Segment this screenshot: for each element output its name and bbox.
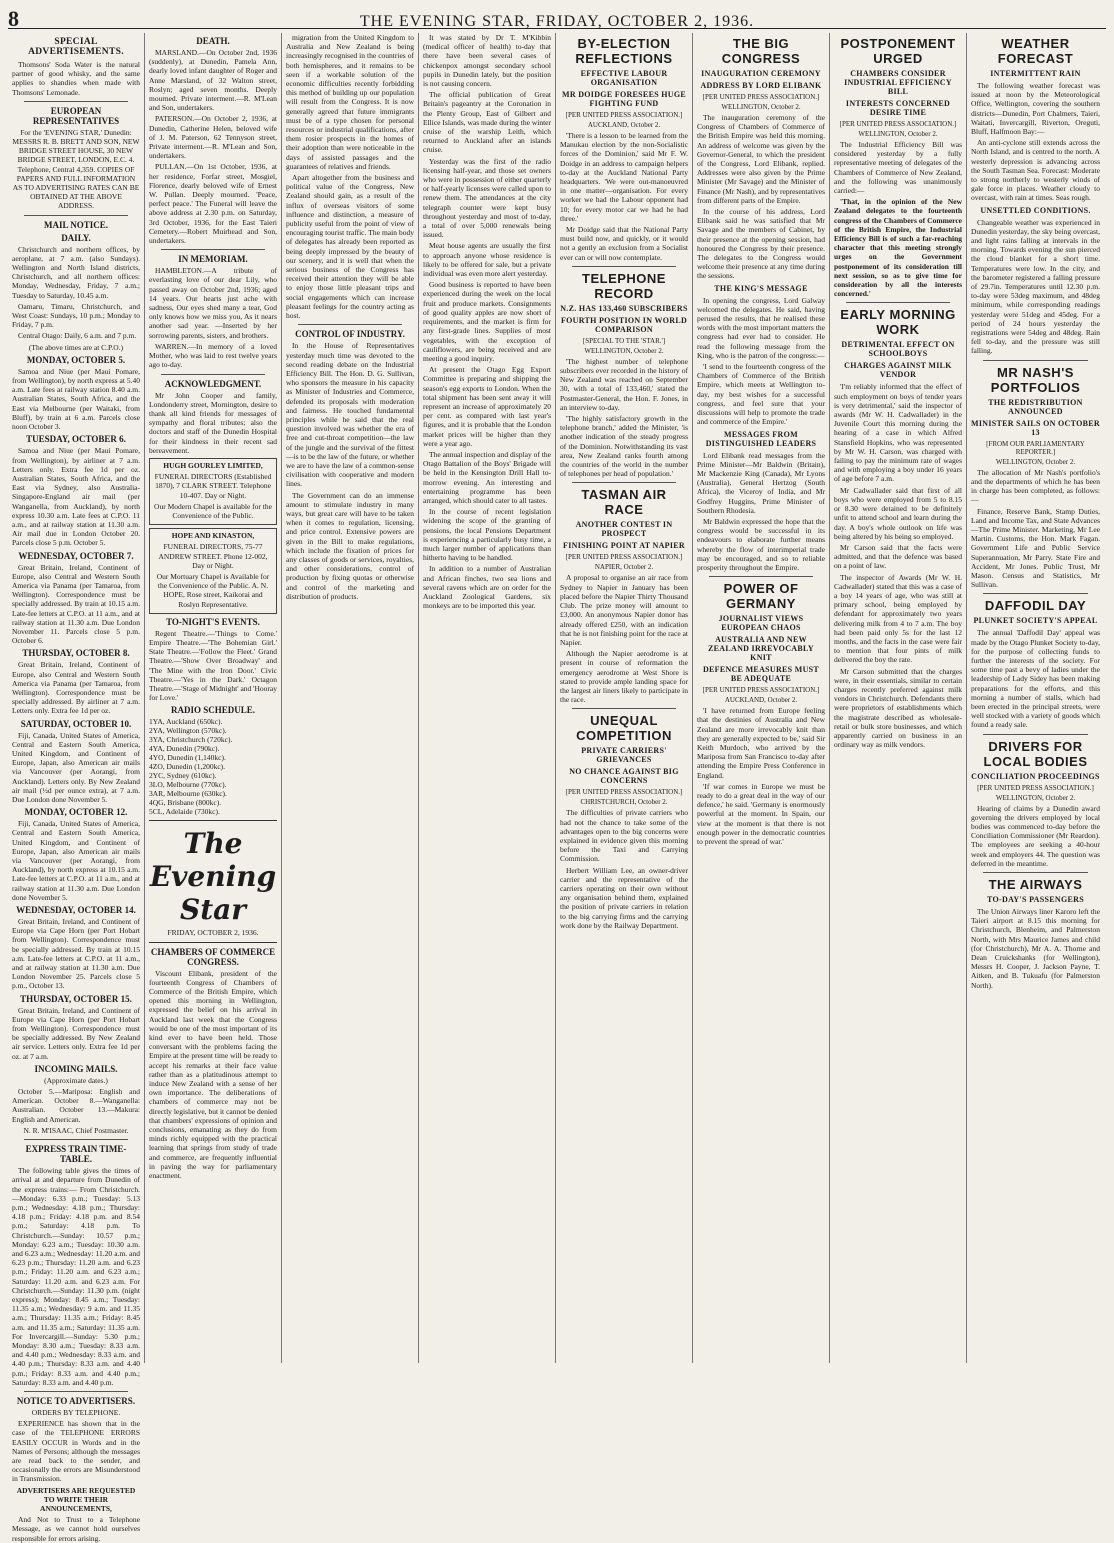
congress-dateline: WELLINGTON, October 2. bbox=[721, 103, 801, 111]
germany-sub3: DEFENCE MEASURES MUST BE ADEQUATE bbox=[702, 665, 820, 684]
drivers-press: [PER UNITED PRESS ASSOCIATION.] bbox=[977, 783, 1094, 792]
weather-body: The following weather forecast was issued at noon by the Meteorological Office, Wellington, covering the southern districts—Dunedin, Port Chalmers, Taieri, Waitati, Invercargill, Riverton, Oreguti, Bluff, Halfmoon Bay:— bbox=[971, 81, 1100, 137]
radio-station: 3AR, Melbourne (630kc). bbox=[149, 789, 227, 799]
unequal-dateline: CHRISTCHURCH, October 2. bbox=[580, 798, 668, 807]
congress-press: [PER UNITED PRESS ASSOCIATION.] bbox=[702, 93, 820, 101]
migration-body: migration from the United Kingdom to Australia and New Zealand is being increasingly recognised in the countries of both hemispheres, and it remains to be seen if a workable solution of the economic difficulties recently forbidding this method of building up our population will result from the Congress. It is now generally agreed that future immigrants must be of a type chosen for personal resources or industrial qualifications, after them rosier prospects in the homes of their adoption than were noticeable in the days of assisted passages and the guarantees of relatives and friends. bbox=[286, 33, 414, 171]
para-7: The annual inspection and display of the Otago Battalion of the Boys' Brigade will be held in the Kensington Drill Hall to-morrow evening. An interesting and entertaining programme has been arranged, which should cater to all tastes. bbox=[423, 449, 551, 505]
masthead-title: THE EVENING STAR, FRIDAY, OCTOBER 2, 1936. bbox=[359, 13, 755, 30]
telephone-press: [SPECIAL TO THE 'STAR.'] bbox=[582, 336, 666, 345]
unsettled-heading: UNSETTLED CONDITIONS. bbox=[980, 205, 1091, 215]
weather-body2: An anti-cyclone still extends across the North Island, and is centred to the north. A westerly depression is advancing across the South Tasman Sea. Forecast: Moderate to strong northerly to westerly winds of gale force in places. Weather cloudy to overcast, with rain at times. Seas rough. bbox=[971, 138, 1100, 203]
wed14-heading: WEDNESDAY, OCTOBER 14. bbox=[16, 905, 136, 916]
tasman-headline: TASMAN AIR RACE bbox=[581, 487, 667, 518]
germany-sub1: JOURNALIST VIEWS EUROPEAN CHAOS bbox=[718, 614, 804, 633]
column-3 bbox=[282, 33, 419, 1363]
postponement-press: [PER UNITED PRESS ASSOCIATION.] bbox=[839, 120, 957, 128]
early-work-body2: Mr Cadwallader said that first of all boys who were employed from 5 to 8.15 or 8.30 were detained to be definitely unfit to attend school and learn during the day. A boy's whole outlook on life was being altered by his being so employed. bbox=[834, 485, 962, 541]
para-5: Good business is reported to have been experienced during the week on the local fruit and produce markets. Consignments of good quality apples are now short of requirements, and the market is firm for any first-grade lines. Supplies of most vegetables, with the exception of cauliflowers, are being received and are meeting a good inquiry. bbox=[423, 280, 551, 363]
notice-foot: And Not to Trust to a Telephone Message, as we cannot hold ourselves responsible for errors arising. bbox=[12, 1515, 140, 1543]
para-6: At present the Otago Egg Export Committee is preparing and shipping the season's egg exports to London. When the total shipment has been sent away it will represent an increase of approximately 20 per cent. as compared with last year's figures, and it is probable that the London market prices will be higher than they were a year ago. bbox=[423, 365, 551, 448]
byelection-headline: BY-ELECTION REFLECTIONS bbox=[575, 36, 673, 66]
mail-daily: DAILY. bbox=[61, 232, 91, 243]
wed14-body: Great Britain, Ireland, and Continent of Europe via Cape Horn (per Port Hobart from Wellington). Correspondence must be specially addressed. By train at 10.15 a.m. Late-fee letters at C.P.O. at 11 a.m., and at railway station at 11.30 a.m. Due London November 25. Parcels close 5 p.m., October 13. bbox=[12, 917, 140, 991]
radio-station: 4QG, Brisbane (800kc). bbox=[149, 798, 222, 808]
hope-foot: Our Mortuary Chapel is Available for the Convenience of the Public. A. N. HOPE, Rose street, Kaikorai and Roslyn Representative. bbox=[156, 571, 270, 609]
radio-station: 4YO, Dunedin (1,140kc). bbox=[149, 753, 226, 763]
telephone-headline: TELEPHONE RECORD bbox=[582, 270, 666, 301]
drivers-dateline: WELLINGTON, October 2. bbox=[995, 793, 1076, 802]
column-1 bbox=[8, 33, 145, 1543]
death-p3: PULLAN.—On 1st October, 1936, at her residence, Forfar street, Mosgiel, Florence, dearly beloved wife of Ernest W. Pullan. Deeply mourned. 'Peace, perfect peace.' The Funeral will leave the above address at 2.30 p.m. on Saturday, 3rd October, 1936, for the East Taieri Cemetery.—Robert Muirhead and Son, undertakers. bbox=[149, 162, 277, 246]
sat-heading: SATURDAY, OCTOBER 10. bbox=[20, 718, 132, 729]
nash-body: The allocation of Mr Nash's portfolio's and the departments of which he has been in charge has been completed, as follows:— bbox=[971, 467, 1100, 505]
memoriam-heading: IN MEMORIAM. bbox=[178, 254, 248, 265]
congress-body2: In the course of his address, Lord Elibank said he was satisfied that Mr Savage and the members of Cabinet, by their presence at the opening session, had honoured the Congress by their presence. The delegates to the Congress would welcome their presence at any time during the sessions. bbox=[697, 207, 825, 281]
nash-sub1: THE REDISTRIBUTION ANNOUNCED bbox=[988, 397, 1083, 416]
unequal-body: The difficulties of private carriers who had not the chance to take some of the advantages open to the big concerns were explained in evidence given this morning before the Taxi and Carrying Commission. bbox=[560, 808, 688, 864]
mail-heading: MAIL NOTICE. bbox=[43, 219, 108, 230]
tasman-body: A proposal to organise an air race from Sydney to Napier in January has been placed before the Napier Thirty Thousand Club. The prize money will amount to £3,000. An anonymous Napier donor has already offered £250, with an indication that he is not finishing point for the race at Napier. bbox=[560, 573, 688, 647]
congress-body: The inauguration ceremony of the Congress of Chambers of Commerce of the British Empire was held this morning. An address of welcome was given by the Governor-General, to which the president of the Congress, Lord Elibank, replied. Addresses were also given by the Prime Minister (Mr Savage) and the Minister of Finance (Mr Nash), and by representatives from different parts of the Empire. bbox=[697, 113, 825, 205]
mon12-heading: MONDAY, OCTOBER 12. bbox=[24, 807, 128, 818]
hope-sub: FUNERAL DIRECTORS, 75-77 ANDREW STREET. Phone 12-002, Day or Night. bbox=[158, 542, 268, 570]
airways-headline: THE AIRWAYS bbox=[988, 876, 1083, 892]
column-8 bbox=[967, 33, 1104, 1363]
nash-press: [FROM OUR PARLIAMENTARY REPORTER.] bbox=[986, 439, 1085, 456]
tasman-dateline: NAPIER, October 2. bbox=[594, 563, 654, 572]
telephone-body: 'The highest number of telephone subscribers ever recorded in the history of New Zealand was reached on September 30, with a total of 133,460,' stated the Postmaster-General, the Hon. F. Jones, in an interview to-day. bbox=[560, 356, 688, 412]
radio-station: 5CL, Adelaide (730kc). bbox=[149, 807, 220, 817]
hope-ad bbox=[149, 528, 277, 614]
messages-body2: Mr Baldwin expressed the hope that the congress would be successful in its endeavours to elaborate further means whereby the flow of interimperial trade may be encouraged, and so to reliable prosperity throughout the Empire. bbox=[697, 516, 825, 572]
notice-sub: ORDERS BY TELEPHONE. bbox=[31, 1407, 121, 1417]
masthead bbox=[8, 6, 1106, 29]
death-heading: DEATH. bbox=[196, 36, 230, 46]
telephone-body2: 'The highly satisfactory growth in the telephone branch,' added the Minister, 'is another indication of the steady progress of the Dominion. Notwithstanding its vast area, New Zealand ranks fourth among the countries of the world in the number of telephones per head of population.' bbox=[560, 414, 688, 479]
radio-heading: RADIO SCHEDULE. bbox=[170, 705, 255, 716]
telephone-sub1: N.Z. HAS 133,460 SUBSCRIBERS bbox=[560, 303, 688, 313]
drivers-sub: CONCILIATION PROCEEDINGS bbox=[971, 771, 1100, 781]
mon12-body: Fiji, Canada, United States of America, Central and Eastern South America, United Kingdom, and Continent of Europe, Japan, also American air mails via Vancouver (per Aorangi, from Auckland), by north express at 10.15 a.m. Late-fee letters at C.P.O. at 11 a.m., and at railway station at 11.30 a.m. Due London done November 5. bbox=[12, 819, 140, 902]
early-work-body3: Mr Carson said that the facts were admitted, and that the defence was based on a point of law. bbox=[834, 542, 962, 571]
radio-station: 2YC, Sydney (610kc). bbox=[149, 771, 217, 781]
para-3: Yesterday was the first of the radio licensing half-year, and those set owners who were in possession of either quarterly or half-yearly licenses were called upon to renew them. The attendances at the city telegraph counter were kept busy throughout yesterday and most of to-day, a total of over 5,000 renewals being issued. bbox=[423, 156, 551, 240]
para-9: In addition to a number of Australian and African finches, two sea lions and several ravens which are on order for the Auckland Zoological Gardens, six monkeys are to be imported this year. bbox=[423, 564, 551, 611]
thu-heading: THURSDAY, OCTOBER 8. bbox=[22, 648, 130, 659]
nash-dateline: WELLINGTON, October 2. bbox=[995, 457, 1076, 466]
messages-heading: MESSAGES FROM DISTINGUISHED LEADERS bbox=[705, 429, 817, 448]
mon-body: Samoa and Niue (per Maui Pomare, from Wellington), by north express at 5.40 a.m. Late fees at railway station 8.40 a.m. Australian States, South Africa, and the East via Melbourne (per Waitaki, from Bluff), by train at 6 a.m. Parcels close noon October 3. bbox=[12, 366, 140, 432]
express-body: The following table gives the times of arrival at and departure from Dunedin of the express trains:— From Christchurch.—Monday: 6.33 p.m.; Tuesday: 5.13 p.m.; Wednesday: 4.18 p.m.; Thursday: 4.18 p.m.; Friday: 4.18 p.m. and 8.54 p.m.; Saturday: 4.18 p.m. To Christchurch.—Sunday: 10.57 p.m.; Monday: 6.23 a.m.; Tuesday: 10.30 a.m. and 6.23 a.m.; Wednesday: 11.20 a.m. and 6.23 p.m.; Thursday: 11.20 a.m. and 6.23 p.m.; Friday: 11.20 a.m. and 6.23 a.m.; Saturday: 11.20 a.m. and 6.23 a.m. For Christchurch.—Sunday: 11.30 p.m. (night express); Monday: 8.45 a.m.; Tuesday: 11.35 a.m.; Wednesday: 9 a.m. and 11.35 a.m.; Thursday: 11.35 a.m.; Friday: 8.45 a.m. and 11.35 a.m.; Saturday: 11.35 a.m. For Invercargill.—Sunday: 5.30 p.m.; Monday: 8.30 a.m.; Tuesday: 8.33 a.m. and 4.40 p.m.; Wednesday: 8.33 a.m. and 4.40 p.m.; Thursday: 8.33 a.m. and 4.40 p.m.; Friday: 8.33 a.m. and 4.40 p.m.; Saturday: 8.33 a.m. and 4.40 p.m. bbox=[12, 1166, 140, 1387]
postponement-quote: 'That, in the opinion of the New Zealand delegates to the fourteenth congress of the Chambers of Commerce of the British Empire, the Industrial Efficiency Bill is of such a far-reaching character that this meeting strongly urges on the Government postponement of its consideration till next session, so as to give time for consideration by all the interests concerned.' bbox=[834, 197, 962, 299]
control-heading: CONTROL OF INDUSTRY. bbox=[295, 329, 405, 340]
death-p2: PATERSON.—On October 2, 1936, at Dunedin, Catherine Helen, beloved wife of J. M. Paterson, 62 Tennyson street, Private interment.—R. M'Lean and Son, undertakers. bbox=[149, 114, 277, 161]
control-body: In the House of Representatives yesterday much time was devoted to the second reading debate on the Industrial Efficiency Bill. The Hon. D. G. Sullivan, who sponsors the measure in his capacity as Minister of Industries and Commerce, defended its proposals with moderation and fairness. He touched fundamental principles while he said that the real question involved was whether the era of free and cut-throat competition—the law of the jungle and the survival of the fittest—is to be the law of the future, or whether we are to have the law of a common-sense civilisation with cooperative and modern lines. bbox=[286, 341, 414, 489]
column-6 bbox=[693, 33, 830, 1363]
logo-date: FRIDAY, OCTOBER 2, 1936. bbox=[167, 928, 259, 938]
column-4 bbox=[419, 33, 556, 1363]
mon-heading: MONDAY, OCTOBER 5. bbox=[26, 354, 126, 365]
soda-ad: Thomsons' Soda Water is the natural partner of good whisky, and the same applies to shandies when made with Thomsons' Lemonade. bbox=[12, 60, 140, 97]
postponement-sub1: CHAMBERS CONSIDER INDUSTRIAL EFFICIENCY BILL bbox=[844, 69, 952, 96]
gourley-foot: Our Modern Chapel is available for the Convenience of the Public. bbox=[154, 501, 272, 520]
incoming-sub: (Approximate dates.) bbox=[44, 1075, 108, 1085]
tasman-body2: Although the Napier aerodrome is at present in course of reformation the emergency aerodrome at West Shore is stated to provide ample landing space for the largest air liners likely to participate in the race. bbox=[560, 649, 688, 705]
king-body: In opening the congress, Lord Galway welcomed the delegates. He said, having perused the results, that he realised these words with the most important matters the congress had ever had to consider. He read the following message from the King, who is the patron of the congress:— bbox=[697, 295, 825, 360]
congress-sub1: INAUGURATION CEREMONY bbox=[701, 69, 821, 78]
tue-body: Samoa and Niue (per Maui Pomare, from Wellington), by airliner at 7 a.m. Letters only. Extra fee 1d per oz. Australian States, South Africa, and the East via Sydney, also Australia-Singapore-England air mail (per Wanganella, from Auckland), by north express 10.30 a.m. Late fees at C.P.O. 11 a.m., and at railway station at 11.30 a.m. Air mail due in London October 20. Parcels close 5 p.m. October 5. bbox=[12, 446, 140, 548]
memoriam-p2: WARREN.—In memory of a loved Mother, who was laid to rest twelve years ago to-day. bbox=[149, 341, 277, 370]
thu-body: Great Britain, Ireland, Continent of Europe, also Central and Western South America via Panama (per Tamaroa, from Wellington). Correspondence must be specially addressed. By airliner at 7 a.m. Letters only. Extra fee 1d per oz. bbox=[12, 660, 140, 716]
postponement-headline: POSTPONEMENT URGED bbox=[840, 36, 956, 66]
thu15-heading: THURSDAY, OCTOBER 15. bbox=[20, 993, 132, 1004]
events-heading: TO-NIGHT'S EVENTS. bbox=[166, 616, 260, 627]
byelection-press: [PER UNITED PRESS ASSOCIATION.] bbox=[565, 111, 683, 119]
unequal-body2: Herbert William Lee, an owner-driver carrier and the representative of the carriers operating on their own without any organisation behind them, explained the position of private carriers in relation to the big carrying firms and the carrying work done by the Railway Department. bbox=[560, 865, 688, 930]
telephone-sub2: FOURTH POSITION IN WORLD COMPARISON bbox=[560, 315, 688, 334]
notice-body: EXPERIENCE has shown that in the case of the TELEPHONE ERRORS EASILY OCCUR in Words and in the Names of Persons; although the messages are read back to the sender, and occasionally the errors are Misunderstood in Transmission. bbox=[12, 1419, 140, 1484]
special-ads-heading: SPECIAL ADVERTISEMENTS. bbox=[28, 37, 124, 57]
radio-station: 4ZO, Dunedin (1,200kc). bbox=[149, 762, 226, 772]
euro-heading: EUROPEAN REPRESENTATIVES bbox=[32, 105, 120, 126]
radio-station: 1YA, Auckland (650kc). bbox=[149, 717, 223, 727]
germany-body2: 'If war comes in Europe we must be ready to do a great deal in the way of our defence,' he said. 'Germany is enormously powerful at the moment. In Spain, our view at the moment is that there is not enough power in the democratic countries to prevent the spread of war.' bbox=[697, 781, 825, 846]
unequal-press: [PER UNITED PRESS ASSOCIATION.] bbox=[565, 788, 683, 797]
euro-body: For the 'EVENING STAR,' Dunedin: MESSRS R. B. BRETT AND SON, NEW BRIDGE STREET HOUSE, 30 NEW BRIDGE STREET, LONDON, E.C. 4. Telephone, Central 4,359. COPIES OF PAPERS AND FULL INFORMATION AS TO ADVERTISING RATES CAN BE OBTAINED AT THE ABOVE ADDRESS. bbox=[12, 127, 140, 211]
ack-heading: ACKNOWLEDGMENT. bbox=[164, 378, 262, 389]
germany-headline: POWER OF GERMANY bbox=[723, 581, 799, 612]
mail-p4: (The above times are at C.P.O.) bbox=[28, 342, 124, 352]
congress-sub2: ADDRESS BY LORD ELIBANK bbox=[700, 81, 822, 90]
column-7 bbox=[830, 33, 967, 1363]
chamber-heading: CHAMBERS OF COMMERCE CONGRESS. bbox=[150, 946, 276, 967]
para-8: In the course of recent legislation widening the scope of the granting of pensions, the local Pensions Department is experiencing a particularly busy time, a much larger number of applications than hitherto having to be handled. bbox=[423, 507, 551, 563]
daffodil-headline: DAFFODIL DAY bbox=[984, 598, 1087, 614]
newspaper-logo: The Evening Star bbox=[149, 827, 277, 927]
gourley-ad bbox=[149, 458, 277, 525]
nash-headline: MR NASH'S PORTFOLIOS bbox=[990, 364, 1081, 395]
column-5 bbox=[556, 33, 693, 1363]
thu15-body: Great Britain, Ireland, and Continent of Europe via Cape Horn (per Port Hobart from Wellington). Correspondence must be specially addressed. By New Zealand air service. Letters only. Extra fee 1d per oz. at 7 a.m. bbox=[12, 1005, 140, 1061]
king-quote: 'I send to the fourteenth congress of the Chambers of Commerce of the British Empire, which meets at Wellington to-day, my best wishes for a successful congress, and feel sure that your discussions will help to promote the trade and commerce of the Empire.' bbox=[697, 362, 825, 427]
mail-p2: Oamaru, Timaru, Christchurch, and West Coast: Sundays, 10 p.m.; Monday to Friday, 7 p.m. bbox=[12, 301, 140, 330]
unequal-sub2: NO CHANCE AGAINST BIG CONCERNS bbox=[569, 767, 679, 786]
incoming-sign: N. R. M'ISAAC, Chief Postmaster. bbox=[23, 1125, 129, 1135]
para-2: The official publication of Great Britain's pageantry at the Coronation in the Plenty Group, East of Gilbert and Ellice Islands, was made during the winter cruise of the warship Leith, which returned to Auckland after an islands cruise. bbox=[423, 90, 551, 155]
sat-body: Fiji, Canada, United States of America, Central and Eastern South America, United Kingdom, and Continent of Europe, Japan, also American air mails via Vancouver (per Aorangi, from Auckland). Letters only. By New Zealand air mail (½d per ounce extra), at 7 a.m. Due London done November 5. bbox=[12, 730, 140, 804]
incoming-body: October 5.—Mariposa: English and American. October 8.—Wanganella: Australian. October 13.—Makura: English and American. bbox=[12, 1087, 140, 1124]
germany-dateline: AUCKLAND, October 2. bbox=[724, 696, 798, 705]
para-4: Meat house agents are usually the first to approach anyone whose residence is likely to be offered for sale, but a private individual was even more alert yesterday. bbox=[423, 241, 551, 279]
congress-headline: THE BIG CONGRESS bbox=[721, 36, 801, 66]
postponement-dateline: WELLINGTON, October 2. bbox=[858, 130, 938, 138]
postponement-sub2: INTERESTS CONCERNED DESIRE TIME bbox=[845, 99, 951, 117]
events-body: Regent Theatre.—'Things to Come.' Empire Theatre.—'The Bohemian Girl.' State Theatre.—'Follow the Fleet.' Grand Theatre.—'Show Over Broadway' and 'The Mine with the Iron Door.' Civic Theatre.—'Yes in the Dark.' Octagon Theatre.—'Stage of Midnight' and 'Hooray for Love.' bbox=[149, 628, 277, 703]
nash-sub2: MINISTER SAILS ON OCTOBER 13 bbox=[971, 418, 1100, 437]
daffodil-body: The annual 'Daffodil Day' appeal was made by the Otago Plunket Society to-day, for the purpose of collecting funds to further the interests of the society. For some time past a bevy of ladies under the leadership of Lady Sidey has been making preparations for the efforts, and this morning a number of stalls, which had been erected in the principal streets, were well stocked with a variety of goods which found a ready sale. bbox=[971, 628, 1100, 730]
para-1: It was stated by Dr T. M'Kibbin (medical officer of health) to-day that there have been several cases of chickenpox amongst secondary school pupils in Dunedin lately, but the position is not causing concern. bbox=[423, 33, 551, 89]
messages-body: Lord Elibank read messages from the Prime Minister—Mr Baldwin (Britain), Mr Mackenzie King (Canada), Mr Lyons (Australia), General Hertzog (South Africa), the Viceroy of India, and Mr Godfrey Huggins, Prime Minister of Southern Rhodesia. bbox=[697, 450, 825, 515]
early-work-sub1: DETRIMENTAL EFFECT ON SCHOOLBOYS bbox=[841, 340, 955, 359]
mail-p1: Christchurch and northern offices, by aeroplane, at 7 a.m. (also Sundays). Wellington and North Island districts, Christchurch, and all northern offices: Monday, Wednesday, Friday, 7 a.m.; Tuesday to Saturday, 10.45 a.m. bbox=[12, 244, 140, 300]
mail-p3: Central Otago: Daily, 6 a.m. and 7 p.m. bbox=[18, 331, 137, 341]
hope-name: HOPE AND KINASTON, bbox=[171, 531, 255, 541]
byelection-body2: Mr Doidge said that the National Party must build now, and quickly, or it would not a gently an exclusion from a Socialist ever can or will now contemplate. bbox=[560, 225, 688, 262]
migration-p2: Apart altogether from the business and political value of the Congress, New Zealand should gain, as a result of the influx of overseas visitors of some influence and distinction, a measure of publicity useful from the point of view of encouraging tourist traffic. The main body of delegates has already been reported as being deeply impressed by the beauty of our scenery, and it is well that when the serious business of the Congress has received their attention they will be able to enjoy those little pleasant trips and social engagements which can increase pleasant feelings for the country acting as host. bbox=[286, 173, 414, 321]
germany-body: 'I have returned from Europe feeling that the destinies of Australia and New Zealand are more irrevocably knit than they are generally expected to be,' said Sir Keith Murdoch, who arrived by the Mariposa from San Francisco to-day after attending the Empire Press Conference in England. bbox=[697, 706, 825, 780]
weather-headline: WEATHER FORECAST bbox=[997, 36, 1074, 66]
daffodil-sub: PLUNKET SOCIETY'S APPEAL bbox=[973, 616, 1098, 626]
gourley-name: HUGH GOURLEY LIMITED, bbox=[163, 460, 263, 470]
telephone-dateline: WELLINGTON, October 2. bbox=[584, 346, 664, 355]
germany-press: [PER UNITED PRESS ASSOCIATION.] bbox=[702, 686, 820, 695]
chamber-body: Viscount Elibank, president of the fourteenth Congress of Chambers of Commerce of the British Empire, which opened this morning in Wellington, expressed the belief on his arrival in Auckland last week that the Congress would be one of the most important of its kind ever to have been held. Those conversant with the problems facing the Empire at the present time will be ready to accept his remarks at their face value rather than as a platitudinous attempt to induce New Zealand with a sense of her own importance. The deliberations of chambers of commerce may not be directly legislative, but it cannot be denied that chambers' expressions of opinion and conclusions, emanating as they do from minds richly equipped with the practical learning that springs from study of trade and commerce, are frequently influential in paving the way for parliamentary enactment. bbox=[149, 968, 277, 1181]
early-work-body5: Mr Carson submitted that the charges were, in their essentials, similar to certain charges recently preferred against milk vendors in Christchurch. Defendants there were proprietors of establishments which the magistrate described as wholesale-retail or bulk store businesses, and which apparently carried on business in an ordinary way as milk vendors. bbox=[834, 666, 962, 750]
byelection-sub2: MR DOIDGE FORESEES HUGE FIGHTING FUND bbox=[561, 90, 687, 108]
tue-heading: TUESDAY, OCTOBER 6. bbox=[26, 434, 126, 445]
germany-sub2: AUSTRALIA AND NEW ZEALAND IRREVOCABLY KNIT bbox=[708, 635, 814, 663]
unsettled-body: Changeable weather was experienced in Dunedin yesterday, the sky being overcast, and light rains falling at intervals in the morning. Towards evening the sun pierced the cloud blanket for a short time. Temperatures were low. In the city, and the barometer registered a falling pressure of 29.7in. Temperatures until 12.30 p.m. to-day were 53deg maximum, and 48deg minimum, while corresponding readings yesterday were 51deg and 45deg. For a period of 24 hours yesterday the registrations were 54deg and 48deg. Rain fell to-day, and the pressure was still falling. bbox=[971, 217, 1100, 356]
tasman-press: [PER UNITED PRESS ASSOCIATION.] bbox=[565, 553, 683, 562]
unequal-sub1: PRIVATE CARRIERS' GRIEVANCES bbox=[581, 746, 667, 765]
incoming-heading: INCOMING MAILS. bbox=[34, 1063, 118, 1074]
byelection-body: 'There is a lesson to be learned from the Manukau election by the non-Socialistic forces of the Dominion,' said Mr F. W. Doidge in an address to campaign helpers to-day at the Auckland National Party headquarters. 'We were out-manoeuvred in one matter—organisation. For every worker we had the Labour opponent had 10; for every motor car we had he had three.' bbox=[560, 131, 688, 223]
weather-sub: INTERMITTENT RAIN bbox=[990, 69, 1081, 78]
radio-station: 3YA, Christchurch (720kc). bbox=[149, 735, 233, 745]
radio-station: 2YA, Wellington (570kc). bbox=[149, 726, 227, 736]
notice-heading: NOTICE TO ADVERTISERS. bbox=[16, 1395, 136, 1406]
unequal-headline: UNEQUAL COMPETITION bbox=[576, 713, 672, 744]
airways-sub: TO-DAY'S PASSENGERS bbox=[987, 894, 1084, 904]
byelection-sub1: EFFECTIVE LABOUR ORGANISATION bbox=[580, 69, 668, 87]
express-heading: EXPRESS TRAIN TIME-TABLE. bbox=[25, 1144, 127, 1165]
nash-list: Finance, Reserve Bank, Stamp Duties, Land and Income Tax, and State Advances—The Prime Minister. Marketing, Mr Lee Martin. Customs, the Hon. Mark Fagan. Government Life and Public Service Superannuation, Mr Parry. State Fire and Accident, Mr Jones. Public Trust, Mr Mason. Census and Statistics, Mr Sullivan. bbox=[971, 506, 1100, 590]
early-work-sub2: CHARGES AGAINST MILK VENDOR bbox=[844, 361, 952, 380]
tasman-sub1: ANOTHER CONTEST IN PROSPECT bbox=[575, 520, 673, 539]
notice-request: ADVERTISERS ARE REQUESTED TO WRITE THEIR ANNOUNCEMENTS, bbox=[16, 1485, 136, 1513]
column-2 bbox=[145, 33, 282, 1363]
byelection-dateline: AUCKLAND, October 2. bbox=[587, 121, 661, 129]
page-number: 8 bbox=[8, 6, 19, 31]
early-work-body4: The inspector of Awards (Mr W. H. Cadwallader) stated that this was a case of a boy 14 years of age, who was still at primary school, being employed by defendant for approximately two years delivering milk from 4 to 7 a.m. The boy had been paid only 5s for the last 12 months, and the facts in the case were fair to mention that four pints of milk delivered the boy the rate. bbox=[834, 572, 962, 665]
wed-body: Great Britain, Ireland, Continent of Europe, also Central and Western South America via Panama (per Tamaroa, from Wellington). Correspondence must be specially addressed. By train at 10.15 a.m. Late-fee letters at C.P.O. at 11 a.m., and at railway station at 11.30 a.m. Due London November 11. Parcels close 5 p.m. October 6. bbox=[12, 562, 140, 646]
ack-body: Mr John Cooper and family, Londonderry street, Mornington, desire to thank all kind friends for messages of sympathy and floral tributes; also the doctors and staff of the Dunedin Hospital for their kindness in their recent sad bereavement. bbox=[149, 390, 277, 455]
gourley-sub: FUNERAL DIRECTORS (Established 1870), 7 CLARK STREET. Telephone 10-407. Day or Night. bbox=[154, 472, 272, 500]
control-p2: The Government can do an immense amount to stimulate industry in many ways, but great care will have to be taken when it comes to regulation, licensing, and price control. Extensive powers are given in the Bill to make regulations, which include the fixation of prices for any classes of goods or services, royalties, and other considerations, control of production by fixing quotas or otherwise and control of the marketing and distribution of products. bbox=[286, 490, 414, 601]
drivers-body: Hearing of claims by a Dunedin award governing the drivers employed by local bodies was commenced to-day before the Conciliation Commissioner (Mr Reardon). The employees are seeking a 40-hour week and employers 44. The question was deferred in the meantime. bbox=[971, 803, 1100, 868]
radio-list bbox=[149, 717, 277, 816]
radio-station: 4YA, Dunedin (790kc). bbox=[149, 744, 220, 754]
drivers-headline: DRIVERS FOR LOCAL BODIES bbox=[983, 738, 1088, 769]
death-body: MARSLAND.—On October 2nd, 1936 (suddenly), at Dunedin, Pamela Ann, dearly loved infant daughter of Roger and Anne Marsland, of 32 Walton street, Roslyn; aged seven months. Deeply mourned. Private interment.—R. M'Lean and Son, undertakers. bbox=[149, 48, 277, 113]
king-heading: THE KING'S MESSAGE bbox=[714, 283, 808, 293]
tasman-sub2: FINISHING POINT AT NAPIER bbox=[563, 541, 685, 551]
airways-body: The Union Airways liner Karoro left the Taieri airport at 8.15 this morning for Christchurch, Blenheim, and Palmerston North, with Mrs Maurice James and child (for Christchurch), Mr A. A. Thorne and Dean Cruickshanks (for Wellington), Messrs H. Cooper, J. Jackson Payne, T. Aitken, and B. Tukuafu (for Palmerston North). bbox=[971, 906, 1100, 990]
early-work-headline: EARLY MORNING WORK bbox=[840, 307, 956, 338]
wed-heading: WEDNESDAY, OCTOBER 7. bbox=[18, 550, 134, 561]
early-work-body: 'I'm reliably informed that the effect of such employment on boys of tender years is very detrimental,' said the inspector of awards (Mr W. H. Cadwallader) in the Juvenile Court this morning during the hearing of a case in which Alfred Stansfield Hopkins, who was represented by Mr W. H. Carson, was charged with failing to pay the minimum rate of wages and with employing a boy under 16 years of age before 7 a.m. bbox=[834, 382, 962, 484]
radio-station: 3LO, Melbourne (770kc). bbox=[149, 780, 227, 790]
postponement-body: The Industrial Efficiency Bill was considered yesterday by a fully representative meeting of delegates of the Chambers of Commerce of New Zealand, and the following was unanimously carried:— bbox=[834, 140, 962, 196]
memoriam-body: HAMBLETON.—A tribute of everlasting love of our dear Lily, who passed away on October 2nd, 1936; aged 14 years. Our hearts just ache with sadness, Our eyes shed many a tear, God only knows how we miss you, As it nears another sad year. —Inserted by her sorrowing parents, sisters, and brothers. bbox=[149, 266, 277, 340]
